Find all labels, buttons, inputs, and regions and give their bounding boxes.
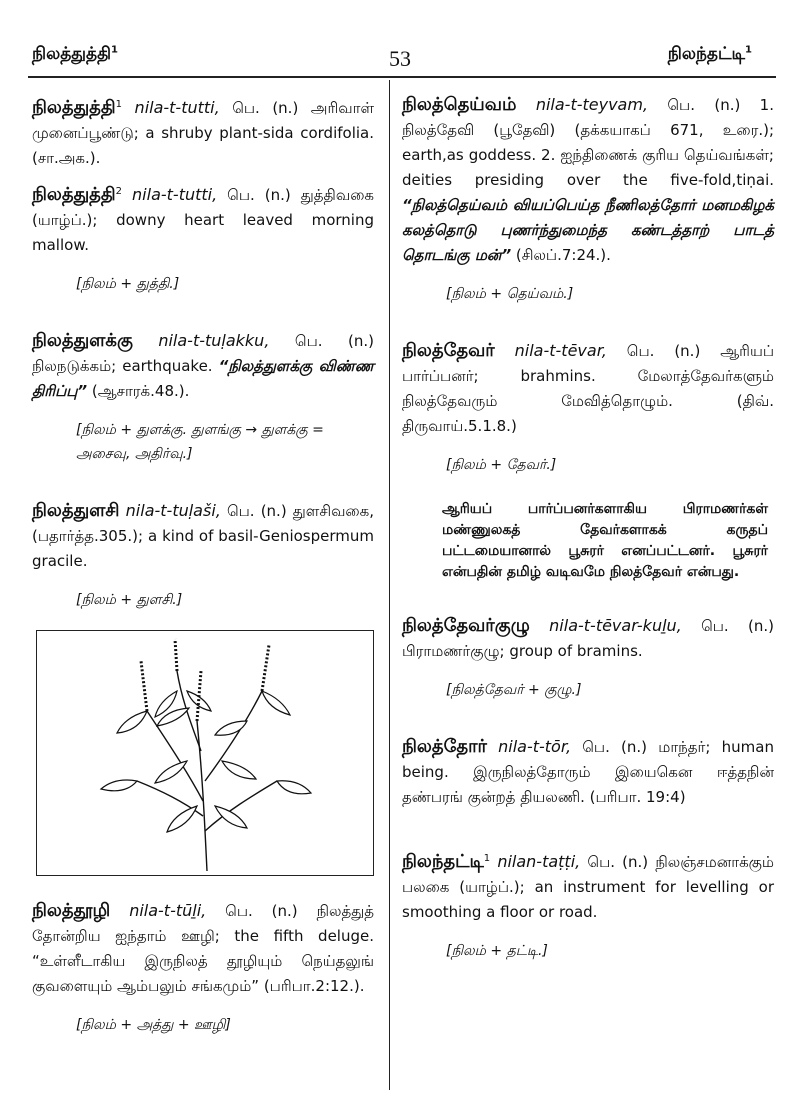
etymology: [நிலம் + துளசி.] [76, 592, 183, 608]
left-column [32, 92, 374, 1069]
entry-nilattulakku: நிலத்துளக்கு nila-t-tuḷakku, பெ. (n.) நிலநடுக்கம்; earthquake. “நிலத்துளக்கு விண்ண திரிப்பு” (ஆசாரக்.48.). [32, 330, 374, 400]
basil-plant-drawing [37, 631, 375, 873]
entry-nilattutti-2: நிலத்துத்தி$^2$ nila-t-tutti, பெ. (n.) துத்திவகை (யாழ்ப்.); downy heart leaved morning mallow. [32, 184, 374, 254]
etymology: [நிலம் + தேவர்.] [446, 457, 557, 473]
explanatory-note: ஆரியப் பார்ப்பனர்களாகிய பிராமணர்கள் மண்ணுலகத் தேவர்களாகக் கருதப் பட்டமையானால் பூசுரர் எனப்பட்டனர். பூசுரர் என்பதின் தமிழ் வடிவமே நிலத்தேவர் என்பது. [442, 501, 768, 580]
etymology: [நிலம் + துத்தி.] [76, 276, 180, 292]
entry-nilantatti-1: நிலந்தட்டி$^1$ nilan-taṭṭi, பெ. (n.) நிலஞ்சமனாக்கும் பலகை (யாழ்ப்.); an instrument for levelling or smoothing a floor or road. [402, 851, 774, 921]
entry-nilattor: நிலத்தோர் nila-t-tōr, பெ. (n.) மாந்தர்; human being. இருநிலத்தோரும் இயைகென ஈத்தநின் தண்பரங் குன்றத் தியலணி. (பரிபா. 19:4) [402, 736, 774, 806]
right-column [402, 92, 774, 995]
entry-nilatteyvam: நிலத்தெய்வம் nila-t-teyvam, பெ. (n.) 1. நிலத்தேவி (பூதேவி) (தக்கயாகப் 671, உரை.); earth,as goddess. 2. ஐந்திணைக் குரிய தெய்வங்கள்; deities presiding over the five-fold,tiṇai. “நிலத்தெய்வம் வியப்பெய்த நீணிலத்தோர் மனமகிழக் கலத்தொடு புணர்ந்துமைந்த கண்டத்தாற் பாடத் தொடங்கு மன்” (சிலப்.7:24.). [402, 94, 774, 264]
entry-nilattevar: நிலத்தேவர் nila-t-tēvar, பெ. (n.) ஆரியப் பார்ப்பனர்; brahmins. மேலாத்தேவர்களும் நிலத்தேவரும் மேவித்தொழும். (திவ். திருவாய்.5.1.8.) [402, 340, 774, 435]
entry-nilattevarkulu: நிலத்தேவர்குழு nila-t-tēvar-kuḻu, பெ. (n.) பிராமணர்குழு; group of bramins. [402, 615, 774, 660]
entry-nilattuli: நிலத்தூழி nila-t-tūḻi, பெ. (n.) நிலத்துத் தோன்றிய ஐந்தாம் ஊழி; the fifth deluge. “உள்ளீடாகிய இருநிலத் தூழியும் நெய்தலுங் குவளையும் ஆம்பலும் சங்கமும்” (பரிபா.2:12.). [32, 900, 374, 995]
etymology: [நிலம் + துளக்கு. துளங்கு → துளக்கு = அசைவு, அதிர்வு.] [76, 422, 324, 462]
etymology: [நிலம் + தட்டி.] [446, 943, 548, 959]
etymology: [நிலத்தேவர் + குழு.] [446, 682, 582, 698]
running-head-right: நிலந்தட்டி$^1$ [667, 44, 752, 64]
entry-nilattutti-1: நிலத்துத்தி$^1$ nila-t-tutti, பெ. (n.) அரிவாள் முனைப்பூண்டு; a shruby plant-sida cordifolia. (சா.அக.). [32, 97, 374, 167]
plant-illustration [36, 630, 374, 876]
running-head-left: நிலத்துத்தி$^1$ [32, 44, 118, 64]
etymology: [நிலம் + அத்து + ஊழி] [76, 1017, 231, 1033]
entry-nilattulasi: நிலத்துளசி nila-t-tuḷaši, பெ. (n.) துளசிவகை, (பதார்த்த.305.); a kind of basil-Geniospermum gracile. [32, 500, 374, 570]
page-number: 53 [389, 46, 411, 71]
column-divider [389, 80, 390, 1090]
header-rule [28, 76, 776, 78]
etymology: [நிலம் + தெய்வம்.] [446, 286, 574, 302]
